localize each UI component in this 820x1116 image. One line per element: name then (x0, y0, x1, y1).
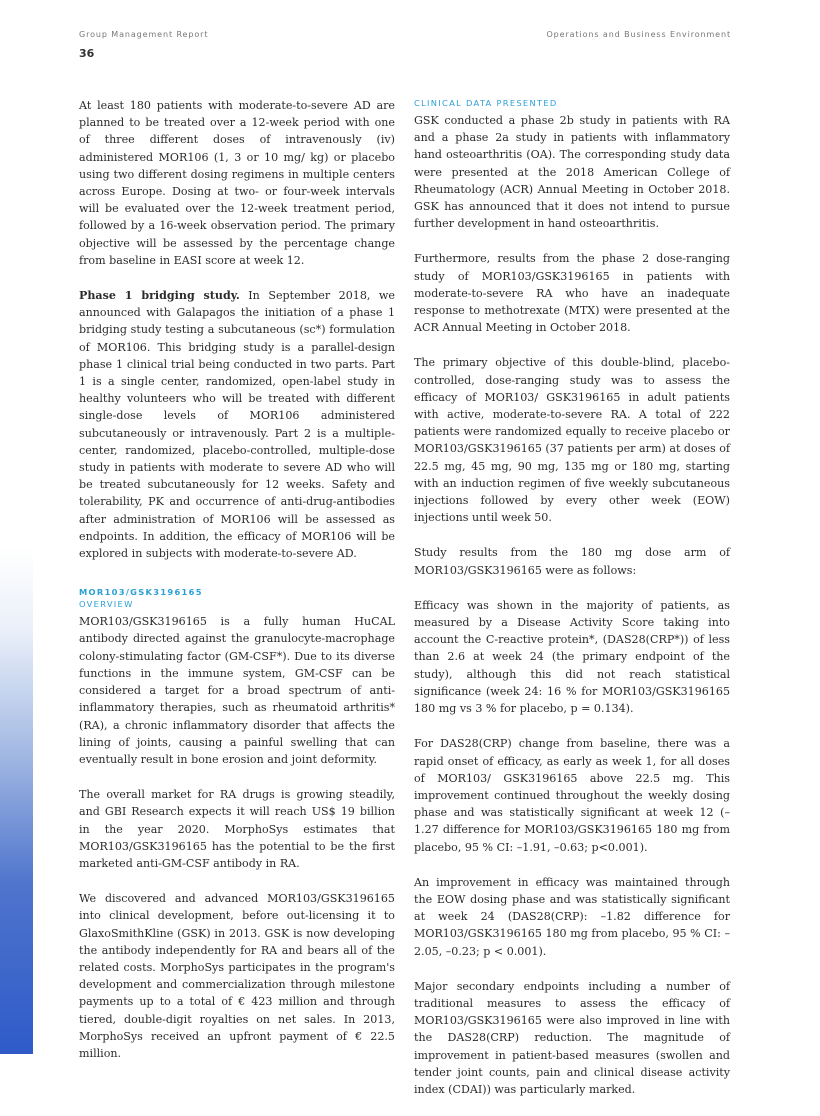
section-heading: CLINICAL DATA PRESENTED (414, 98, 558, 108)
paragraph: Major secondary endpoints including a number of traditional measures to assess the efficacy of MOR103/GSK3196165 were also improved in line with the DAS28(CRP) reduction. The magnitude of improvement in patient-based measures (swollen and tender joint counts, pain and clinical disease activity index (CDAI)) was particularly marked. (414, 979, 730, 1096)
paragraph: Furthermore, results from the phase 2 dose-ranging study of MOR103/GSK3196165 in patients with moderate-to-severe RA who have an inadequate response to methotrexate (MTX) were presented at the ACR Annual Meeting in October 2018. (414, 252, 730, 335)
paragraph: The overall market for RA drugs is growing steadily, and GBI Research expects it will reach US$ 19 billion in the year 2020. MorphoSys estimates that MOR103/GSK3196165 has the potential to be the first marketed anti-GM-CSF antibody in RA. (79, 788, 395, 870)
paragraph: MOR103/GSK3196165 is a fully human HuCAL antibody directed against the granulocyte-macrophage colony-stimulating factor (GM-CSF*). Due to its diverse functions in the immune system, GM-CSF can be considered a target for a broad spectrum of anti-inflammatory therapies, such as rheumatoid arthritis* (RA), a chronic inflammatory disorder that affects the lining of joints, causing a painful swelling that can eventually result in bone erosion and joint deformity. (79, 615, 395, 766)
paragraph: An improvement in efficacy was maintained through the EOW dosing phase and was statistically significant at week 24 (DAS28(CRP): –1.82 difference for MOR103/GSK3196165 180 mg from placebo, 95 % CI: –2.05, –0.23; p < 0.001). (414, 875, 730, 958)
paragraph: For DAS28(CRP) change from baseline, there was a rapid onset of efficacy, as early as week 1, for all doses of MOR103/ GSK3196165 above 22.5 mg. This improvement continued throughout the weekly dosing phase and was statistically significant at week 12 (–1.27 difference for MOR103/GSK3196165 180 mg from placebo, 95 % CI: –1.91, –0.63; p<0.001). (414, 737, 730, 854)
page-number: 36 (79, 47, 95, 60)
paragraph: At least 180 patients with moderate-to-severe AD are planned to be treated over a 12-week period with one of three different doses of intravenously (iv) administered MOR106 (1, 3 or 10 mg/ kg) or placebo using two different dosing regimens in multiple centers across Europe. Dosing at two- or four-week intervals will be evaluated over the 12-week treatment period, followed by a 16-week observation period. The primary objective will be assessed by the percentage change from baseline in EASI score at week 12. (79, 99, 395, 267)
right-column (414, 97, 730, 1116)
decorative-side-bar (0, 0, 33, 1054)
paragraph: Study results from the 180 mg dose arm of MOR103/GSK3196165 were as follows: (414, 546, 730, 577)
paragraph-phase1-bridging (79, 287, 395, 562)
paragraph: The primary objective of this double-blind, placebo-controlled, dose-ranging study was to assess the efficacy of MOR103/ GSK3196165 in adult patients with active, moderate-to-severe RA. A total of 222 patients were randomized equally to receive placebo or MOR103/GSK3196165 (37 patients per arm) at doses of 22.5 mg, 45 mg, 90 mg, 135 mg or 180 mg, starting with an induction regimen of five weekly subcutaneous injections followed by every other week (EOW) injections until week 50. (414, 356, 730, 525)
paragraph-body: In September 2018, we announced with Galapagos the initiation of a phase 1 bridging study testing a subcutaneous (sc*) formulation of MOR106. This bridging study is a parallel-design phase 1 clinical trial being conducted in two parts. Part 1 is a single center, randomized, open-label study in healthy volunteers who will be treated with different single-dose levels of MOR106 administered subcutaneously or intravenously. Part 2 is a multiple-center, randomized, placebo-controlled, multiple-dose study in patients with moderate to severe AD who will be treated subcutaneously for 12 weeks. Safety and tolerability, PK and occurrence of anti-drug-antibodies after administration of MOR106 will be assessed as endpoints. In addition, the efficacy of MOR106 will be explored in subjects with moderate-to-severe AD. (79, 289, 395, 561)
paragraph: Efficacy was shown in the majority of patients, as measured by a Disease Activity Score taking into account the C-reactive protein*, (DAS28(CRP*)) of less than 2.6 at week 24 (the primary endpoint of the study), although this did not reach statistical significance (week 24: 16 % for MOR103/GSK3196165 180 mg vs 3 % for placebo, p = 0.134). (414, 598, 730, 716)
left-column (79, 97, 395, 1080)
subsection-heading: OVERVIEW (79, 599, 134, 610)
paragraph-lead: Phase 1 bridging study. (79, 289, 240, 303)
running-head-left: Group Management Report (79, 30, 209, 39)
running-head-right: Operations and Business Environment (546, 30, 731, 39)
section-heading: MOR103/GSK3196165 (79, 587, 203, 598)
paragraph: We discovered and advanced MOR103/GSK3196165 into clinical development, before out-licensing it to GlaxoSmithKline (GSK) in 2013. GSK is now developing the antibody independently for RA and bears all of the related costs. MorphoSys participates in the program's development and commercialization through milestone payments up to a total of € 423 million and through tiered, double-digit royalties on net sales. In 2013, MorphoSys received an upfront payment of € 22.5 million. (79, 892, 395, 1060)
paragraph: GSK conducted a phase 2b study in patients with RA and a phase 2a study in patients with inflammatory hand osteoarthritis (OA). The corresponding study data were presented at the 2018 American College of Rheumatology (ACR) Annual Meeting in October 2018. GSK has announced that it does not intend to pursue further development in hand osteoarthritis. (414, 114, 730, 231)
